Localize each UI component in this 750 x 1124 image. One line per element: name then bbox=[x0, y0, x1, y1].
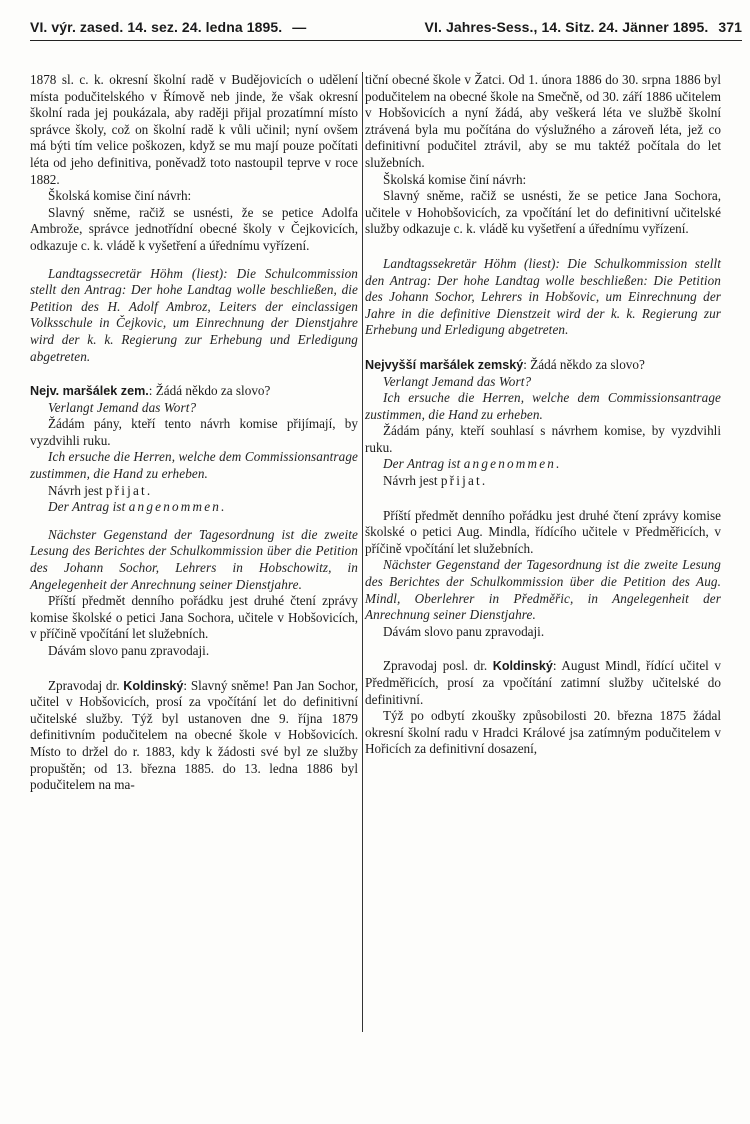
german-paragraph: Nächster Gegenstand der Tagesordnung ist die zweite Lesung des Berichtes der Schulkommission über die Petition des Aug. Mindl, Oberlehrer in Předměřic, in Angelegenheit der Anrechnung seiner Dienstjahre. bbox=[365, 557, 721, 623]
speaker-prefix: Zpravodaj dr. bbox=[48, 677, 124, 693]
paragraph bbox=[30, 483, 358, 500]
text: Návrh jest bbox=[383, 473, 441, 489]
header-right-text: VI. Jahres-Sess., 14. Sitz. 24. Jänner 1895. bbox=[424, 19, 709, 35]
speaker-name: Nejvyšší maršálek zemský bbox=[365, 357, 524, 372]
speech-text: : August Mindl, řídící učitel v Předměřicích, prosí za vpočítání zatimní služby učitelské do definitivní. bbox=[365, 658, 721, 707]
paragraph: Příští předmět denního pořádku jest druhé čtení zprávy komise školské o petici Jana Sochora, učitele v Hobšovicích, v příčině vpočítání let služebních. bbox=[30, 593, 358, 642]
page-header bbox=[30, 8, 742, 41]
german-paragraph: Ich ersuche die Herren, welche dem Commissionsantrage zustimmen, die Hand zu erheben. bbox=[365, 390, 721, 422]
spaced-text: přijat. bbox=[105, 482, 153, 498]
german-paragraph bbox=[365, 256, 721, 339]
spaced-text: angenommen. bbox=[463, 456, 562, 472]
paragraph bbox=[365, 473, 721, 490]
header-left-text: VI. výr. zased. 14. sez. 24. ledna 1895. bbox=[30, 19, 283, 35]
paragraph: Žádám pány, kteří souhlasí s návrhem komise, by vyzdvihli ruku. bbox=[365, 423, 721, 455]
paragraph: Žádám pány, kteří tento návrh komise přijímají, by vyzdvihli ruku. bbox=[30, 416, 358, 448]
header-separator: — bbox=[292, 19, 307, 35]
paragraph: Příští předmět denního pořádku jest druhé čtení zprávy komise školské o petici Aug. Mindla, řídícího učitele v Předměřicích, v příčině vpočítání let služebních. bbox=[365, 507, 721, 556]
german-paragraph: Ich ersuche die Herren, welche dem Commissionsantrage zustimmen, die Hand zu erheben. bbox=[30, 449, 358, 482]
spaced-text: angenommen. bbox=[128, 499, 227, 515]
german-text: (liest): Die Schulkommission stellt den Antrag: Der hohe Landtag wolle beschließen: Die Petition des Johann Sochor, Lehrers in Hobšovic, um Einrechnung der Jahre in die definitive Dienstzeit wird der k. k. Regierung zur Erhebung und Erledigung abgetreten. bbox=[365, 255, 721, 338]
right-column bbox=[365, 72, 721, 758]
german-paragraph bbox=[30, 499, 358, 516]
speaker-name: Koldinský bbox=[123, 678, 184, 693]
speech-text: : Žádá někdo za slovo? bbox=[148, 383, 271, 399]
speaker-paragraph bbox=[30, 383, 358, 400]
german-paragraph: Verlangt Jemand das Wort? bbox=[48, 399, 197, 415]
header-czech-session bbox=[30, 19, 306, 35]
speaker-paragraph bbox=[30, 678, 358, 794]
paragraph: Školská komise činí návrh: bbox=[48, 188, 192, 204]
paragraph: Týž po odbytí zkoušky způsobilosti 20. března 1875 žádal okresní školní radu v Hradci Králové jsa zatímným podučitelem v Hořicích za definitivní dosazení, bbox=[365, 708, 721, 757]
page-number: 371 bbox=[718, 19, 742, 35]
speaker-name: Nejv. maršálek zem. bbox=[30, 384, 149, 399]
text: Der Antrag ist bbox=[48, 499, 129, 515]
paragraph: Slavný sněme, račiž se usnésti, že se petice Adolfa Ambrože, správce jednotřídní obecné školy v Čejkovicích, odkazuje c. k. vládě k vyšetření a úřednímu vyřízení. bbox=[30, 204, 358, 253]
speaker-prefix: Zpravodaj posl. dr. bbox=[383, 658, 493, 674]
paragraph: 1878 sl. c. k. okresní školní radě v Budějovicích o udělení místa podučitelského v Římově neb jinde, že však okresní školní rada jej poukázala, aby raději přijal prozatímní místo správce školy, což on školní radě k vůli učinil; nyní ovšem má býti tím velice poškozen, když se mu mají pouze počítati léta od jeho definitiva, poněvadž toto nastoupil teprve v roce 1882. bbox=[30, 72, 358, 187]
speaker-name: Landtagssekretär Höhm bbox=[383, 255, 517, 271]
speaker-name: Koldinský bbox=[492, 659, 553, 674]
column-divider bbox=[362, 72, 363, 1032]
speaker-paragraph bbox=[365, 658, 721, 708]
german-paragraph bbox=[30, 266, 358, 366]
speech-text: : Slavný sněme! Pan Jan Sochor, učitel v Hobšovicích, prosí za vpočítání let do definitivní učitelské služby. Týž byl ustanoven dne 9. října 1879 definitivním podučitelem na obecné škole v Hobšovicích. Místo to držel do r. 1883, kdy k žádosti své byl ze služby propuštěn; od 13. března 1885. do 13. ledna 1886 byl podučitelem na ma- bbox=[30, 677, 358, 793]
paragraph: tiční obecné škole v Žatci. Od 1. února 1886 do 30. srpna 1886 byl podučitelem na obecné škole na Smečně, od 30. září 1886 učitelem v Hobšovicích a nyní žádá, aby veškerá léta ve službě školní ztrávená byla mu počítána do výslužného a zároveň léta, jež co definitivní podučitel ztrávil, aby se mu taktéž počítala do let služebních. bbox=[365, 72, 721, 170]
paragraph: Školská komise činí návrh: bbox=[383, 171, 527, 187]
paragraph: Dávám slovo panu zpravodaji. bbox=[383, 623, 545, 639]
text: Návrh jest bbox=[48, 482, 106, 498]
left-column bbox=[30, 72, 358, 794]
text: Der Antrag ist bbox=[383, 456, 464, 472]
german-text: (liest): Die Schulcommission stellt den Antrag: Der hohe Landtag wolle beschließen, die Petition des H. Adolf Ambroz, Leiters der einclassigen Volksschule in Čejkovic, um Einrechnung der Dienstjahre wird der k. k. Regierung zur Erhebung und Erledigung abgetreten. bbox=[30, 265, 358, 364]
german-paragraph: Verlangt Jemand das Wort? bbox=[383, 373, 532, 389]
speaker-name: Landtagssecretär Höhm bbox=[48, 265, 183, 281]
header-german-session bbox=[425, 19, 742, 35]
paragraph: Dávám slovo panu zpravodaji. bbox=[48, 643, 210, 658]
spaced-text: přijat. bbox=[440, 473, 488, 489]
german-paragraph bbox=[365, 456, 721, 473]
speaker-paragraph bbox=[365, 357, 721, 374]
speech-text: : Žádá někdo za slovo? bbox=[523, 356, 645, 372]
paragraph: Slavný sněme, račiž se usnésti, že se petice Jana Sochora, učitele v Hohobšovicích, za vpočítání let do definitivní učitelské služby odkazuje c. k. vládě ku vyšetření a úřednímu vyřízení. bbox=[365, 188, 721, 237]
german-paragraph: Nächster Gegenstand der Tagesordnung ist die zweite Lesung des Berichtes der Schulkommission über die Petition des Johann Sochor, Lehrers in Hobschowitz, in Angelegenheit der Anrechnung seiner Dienstjahre. bbox=[30, 526, 358, 592]
